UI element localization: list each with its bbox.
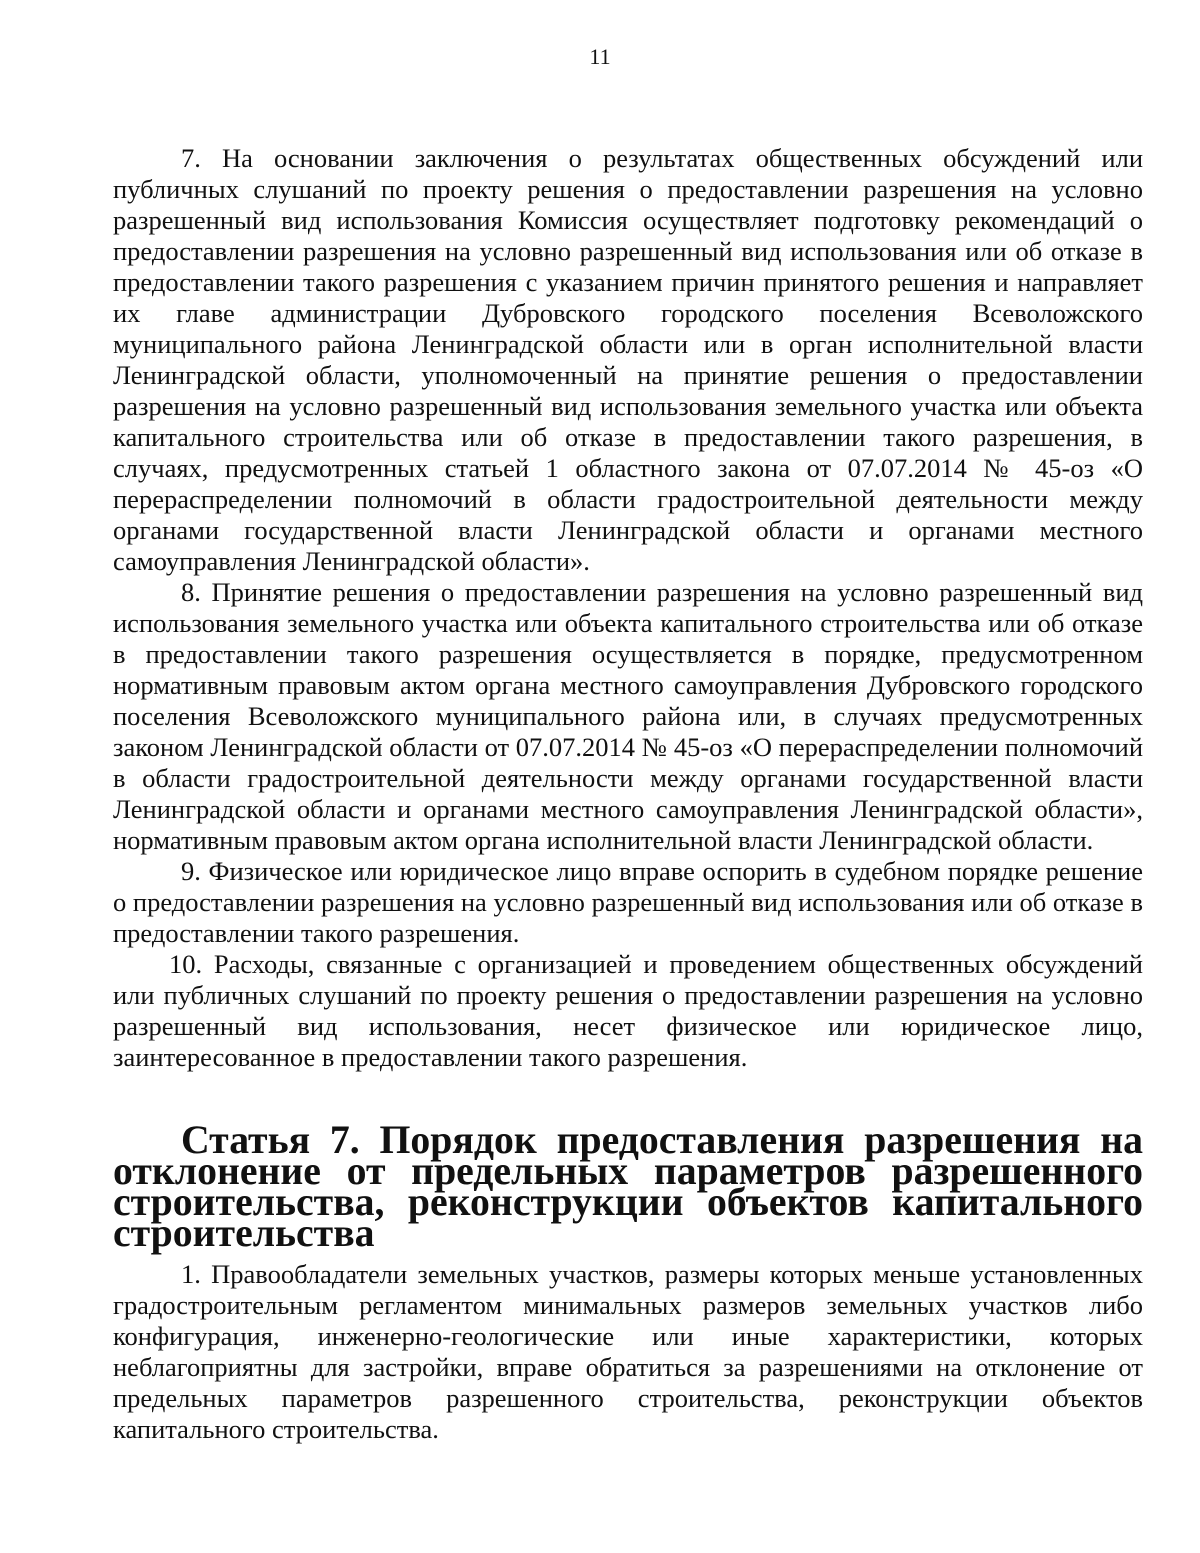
page-number: 11: [589, 44, 611, 69]
article-7-paragraph-1: 1. Правообладатели земельных участков, размеры которых меньше установленных градостроительным регламентом минимальных размеров земельных участков либо конфигурация, инженерно-геологические или иные характеристики, которых неблагоприятны для застройки, вправе обратиться за разрешениями на отклонение от предельных параметров разрешенного строительства, реконструкции объектов капитального строительства.: [113, 1259, 1143, 1444]
paragraph-10: 10. Расходы, связанные с организацией и проведением общественных обсуждений или публичных слушаний по проекту решения о предоставлении разрешения на условно разрешенный вид использования, несет физическое или юридическое лицо, заинтересованное в предоставлении такого разрешения.: [113, 949, 1143, 1072]
paragraph-8: 8. Принятие решения о предоставлении разрешения на условно разрешенный вид использования земельного участка или объекта капитального строительства или об отказе в предоставлении такого разрешения осуществляется в порядке, предусмотренном нормативным правовым актом органа местного самоуправления Дубровского городского поселения Всеволожского муниципального района или, в случаях предусмотренных законом Ленинградской области от 07.07.2014 № 45-оз «О перераспределении полномочий в области градостроительной деятельности между органами государственной власти Ленинградской области и органами местного самоуправления Ленинградской области», нормативным правовым актом органа исполнительной власти Ленинградской области.: [113, 577, 1143, 855]
paragraph-9: 9. Физическое или юридическое лицо вправе оспорить в судебном порядке решение о предоставлении разрешения на условно разрешенный вид использования или об отказе в предоставлении такого разрешения.: [113, 856, 1143, 948]
article-7-heading: Статья 7. Порядок предоставления разрешения на отклонение от предельных параметров разрешенного строительства, реконструкции объектов капитального строительства: [113, 1118, 1143, 1255]
document-body: [113, 143, 1143, 1445]
paragraph-7: 7. На основании заключения о результатах общественных обсуждений или публичных слушаний по проекту решения о предоставлении разрешения на условно разрешенный вид использования Комиссия осуществляет подготовку рекомендаций о предоставлении разрешения на условно разрешенный вид использования или об отказе в предоставлении такого разрешения с указанием причин принятого решения и направляет их главе администрации Дубровского городского поселения Всеволожского муниципального района Ленинградской области или в орган исполнительной власти Ленинградской области, уполномоченный на принятие решения о предоставлении разрешения на условно разрешенный вид использования земельного участка или объекта капитального строительства или об отказе в предоставлении такого разрешения, в случаях, предусмотренных статьей 1 областного закона от 07.07.2014 № 45-оз «О перераспределении полномочий в области градостроительной деятельности между органами государственной власти Ленинградской области и органами местного самоуправления Ленинградской области».: [113, 143, 1143, 576]
